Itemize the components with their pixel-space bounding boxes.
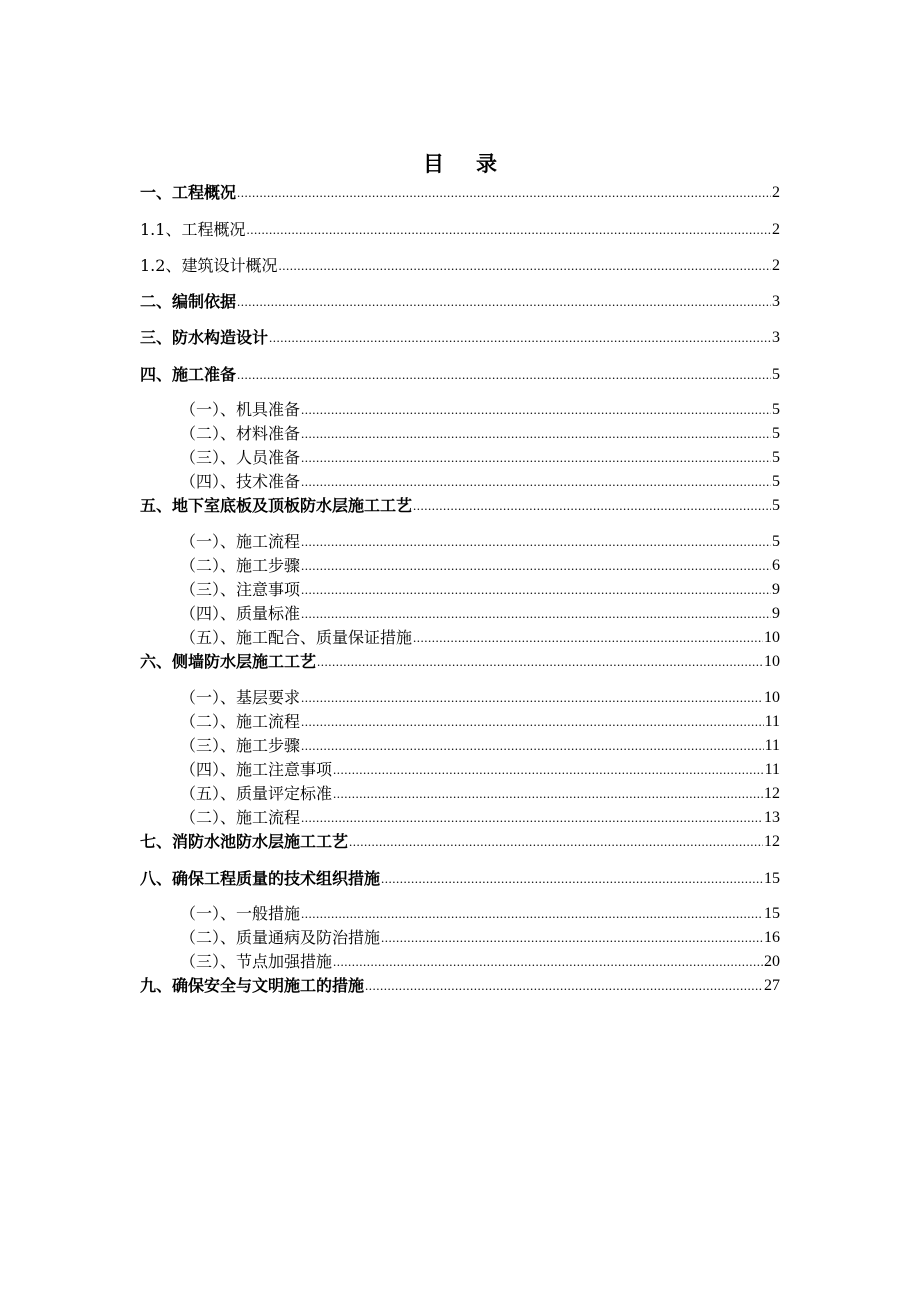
toc-entry-label: 工程概况 xyxy=(181,220,246,239)
toc-entry-page: 15 xyxy=(764,870,780,887)
toc-entry-number: 九、 xyxy=(140,976,173,995)
toc-entry-page: 12 xyxy=(764,833,780,850)
toc-leader-dots xyxy=(301,906,763,922)
toc-entry-number: （二）、 xyxy=(180,556,237,575)
toc-entry-page: 5 xyxy=(772,473,780,490)
toc-entry-label: 质量标准 xyxy=(236,604,301,623)
toc-entry[interactable] xyxy=(140,976,780,996)
toc-entry[interactable] xyxy=(180,808,780,828)
toc-entry-number: （一）、 xyxy=(180,688,237,707)
toc-entry-page: 3 xyxy=(772,329,780,346)
toc-entry-number: 四、 xyxy=(140,365,173,384)
toc-entry[interactable] xyxy=(180,688,780,708)
toc-leader-dots xyxy=(301,606,771,622)
toc-leader-dots xyxy=(301,810,763,826)
toc-entry[interactable] xyxy=(180,712,780,732)
toc-entry-page: 2 xyxy=(772,184,780,201)
toc-entry-label: 施工步骤 xyxy=(236,556,301,575)
toc-leader-dots xyxy=(237,367,771,383)
toc-entry[interactable] xyxy=(180,952,780,972)
toc-entry[interactable] xyxy=(180,904,780,924)
toc-entry-label: 侧墙防水层施工工艺 xyxy=(172,652,317,671)
toc-entry-number: （四）、 xyxy=(180,604,237,623)
toc-leader-dots xyxy=(301,582,771,598)
toc-entry-label: 消防水池防水层施工工艺 xyxy=(172,832,349,851)
toc-entry[interactable] xyxy=(180,472,780,492)
toc-entry-page: 15 xyxy=(764,905,780,922)
toc-entry[interactable] xyxy=(140,832,780,852)
toc-entry[interactable] xyxy=(140,869,780,889)
toc-entry-page: 12 xyxy=(764,785,780,802)
toc-leader-dots xyxy=(317,654,763,670)
toc-leader-dots xyxy=(301,426,771,442)
toc-entry-label: 施工准备 xyxy=(172,365,237,384)
toc-entry[interactable] xyxy=(140,256,780,276)
toc-entry[interactable] xyxy=(140,292,780,312)
toc-entry-page: 10 xyxy=(764,689,780,706)
toc-leader-dots xyxy=(381,930,763,946)
toc-entry-number: 二、 xyxy=(140,292,173,311)
toc-entry-label: 地下室底板及顶板防水层施工工艺 xyxy=(172,496,413,515)
toc-entry-number: 七、 xyxy=(140,832,173,851)
toc-entry-number: （四）、 xyxy=(180,760,237,779)
toc-entry-number: （三）、 xyxy=(180,448,237,467)
toc-entry[interactable] xyxy=(180,424,780,444)
toc-leader-dots xyxy=(333,954,763,970)
toc-entry-label: 施工配合、质量保证措施 xyxy=(236,628,413,647)
toc-entry-label: 机具准备 xyxy=(236,400,301,419)
toc-leader-dots xyxy=(333,786,763,802)
toc-entry-number: （二）、 xyxy=(180,424,237,443)
toc-entry-number: （二）、 xyxy=(180,712,237,731)
toc-entry[interactable] xyxy=(140,365,780,385)
toc-entry[interactable] xyxy=(140,220,780,240)
toc-leader-dots xyxy=(349,834,763,850)
toc-entry-number: （二）、 xyxy=(180,808,237,827)
toc-entry-number: （五）、 xyxy=(180,784,237,803)
toc-entry-label: 一般措施 xyxy=(236,904,301,923)
toc-entry-label: 施工流程 xyxy=(236,712,301,731)
toc-entry-label: 确保安全与文明施工的措施 xyxy=(172,976,365,995)
toc-leader-dots xyxy=(365,978,763,994)
toc-entry-page: 13 xyxy=(764,809,780,826)
toc-entry-number: （一）、 xyxy=(180,904,237,923)
toc-entry[interactable] xyxy=(140,183,780,203)
toc-entry-page: 11 xyxy=(764,761,780,778)
toc-entry-page: 27 xyxy=(764,977,780,994)
toc-entry-label: 编制依据 xyxy=(172,292,237,311)
toc-leader-dots xyxy=(301,450,771,466)
toc-entry-label: 质量评定标准 xyxy=(236,784,333,803)
toc-leader-dots xyxy=(301,402,771,418)
toc-entry-page: 5 xyxy=(772,497,780,514)
toc-entry-label: 基层要求 xyxy=(236,688,301,707)
toc-leader-dots xyxy=(278,258,771,274)
toc-entry-number: （五）、 xyxy=(180,628,237,647)
toc-entry-number: 五、 xyxy=(140,496,173,515)
toc-entry[interactable] xyxy=(180,628,780,648)
toc-leader-dots xyxy=(413,498,771,514)
toc-leader-dots xyxy=(301,714,764,730)
toc-entry-page: 9 xyxy=(772,605,780,622)
toc-entry[interactable] xyxy=(180,604,780,624)
toc-entry-page: 10 xyxy=(764,629,780,646)
toc-entry-page: 5 xyxy=(772,449,780,466)
toc-entry-page: 6 xyxy=(772,557,780,574)
toc-entry-number: （三）、 xyxy=(180,580,237,599)
toc-entry[interactable] xyxy=(180,448,780,468)
toc-title-right: 录 xyxy=(476,151,497,176)
toc-entry-label: 施工流程 xyxy=(236,532,301,551)
toc-leader-dots xyxy=(301,474,771,490)
toc-entry-number: 1.2、 xyxy=(140,256,182,275)
toc-entry-label: 质量通病及防治措施 xyxy=(236,928,381,947)
toc-entry-number: （一）、 xyxy=(180,400,237,419)
toc-entry-page: 5 xyxy=(772,533,780,550)
toc-entry-number: （一）、 xyxy=(180,532,237,551)
toc-leader-dots xyxy=(301,738,764,754)
toc-entry-page: 20 xyxy=(764,953,780,970)
toc-entry-number: （三）、 xyxy=(180,736,237,755)
toc-entry[interactable] xyxy=(180,556,780,576)
toc-leader-dots xyxy=(333,762,764,778)
toc-entry-label: 防水构造设计 xyxy=(172,328,269,347)
toc-entry[interactable] xyxy=(140,496,780,516)
toc-leader-dots xyxy=(301,690,763,706)
toc-entry-label: 施工步骤 xyxy=(236,736,301,755)
toc-entry-label: 施工流程 xyxy=(236,808,301,827)
toc-entry-label: 材料准备 xyxy=(236,424,301,443)
toc-leader-dots xyxy=(237,185,771,201)
toc-entry-label: 施工注意事项 xyxy=(236,760,333,779)
toc-entry[interactable] xyxy=(180,580,780,600)
toc-entry[interactable] xyxy=(140,652,780,672)
toc-entry-number: 八、 xyxy=(140,869,173,888)
toc-entry-page: 16 xyxy=(764,929,780,946)
toc-entry-label: 人员准备 xyxy=(236,448,301,467)
toc-entry-page: 5 xyxy=(772,425,780,442)
toc-entry[interactable] xyxy=(180,532,780,552)
toc-entry-page: 5 xyxy=(772,366,780,383)
toc-entry[interactable] xyxy=(180,736,780,756)
toc-entry[interactable] xyxy=(180,760,780,780)
toc-entry-page: 9 xyxy=(772,581,780,598)
toc-entry-number: （二）、 xyxy=(180,928,237,947)
toc-leader-dots xyxy=(237,294,771,310)
toc-leader-dots xyxy=(246,222,771,238)
toc-entry-number: 1.1、 xyxy=(140,220,182,239)
toc-entry-page: 2 xyxy=(772,221,780,238)
toc-entry-page: 10 xyxy=(764,653,780,670)
toc-entry-number: （四）、 xyxy=(180,472,237,491)
toc-leader-dots xyxy=(413,630,763,646)
toc-entry-page: 11 xyxy=(764,737,780,754)
toc-entry-page: 2 xyxy=(772,257,780,274)
toc-entry-label: 建筑设计概况 xyxy=(181,256,278,275)
toc-entry-label: 节点加强措施 xyxy=(236,952,333,971)
toc-entry-number: 三、 xyxy=(140,328,173,347)
toc-entry-number: （三）、 xyxy=(180,952,237,971)
toc-leader-dots xyxy=(381,871,763,887)
toc-entry[interactable] xyxy=(180,400,780,420)
toc-entry[interactable] xyxy=(180,928,780,948)
toc-leader-dots xyxy=(301,534,771,550)
toc-entry-page: 11 xyxy=(764,713,780,730)
toc-entry-label: 确保工程质量的技术组织措施 xyxy=(172,869,381,888)
toc-entry-label: 工程概况 xyxy=(172,183,237,202)
toc-entry-label: 注意事项 xyxy=(236,580,301,599)
toc-entry-number: 一、 xyxy=(140,183,173,202)
toc-entry[interactable] xyxy=(140,328,780,348)
toc-entry[interactable] xyxy=(180,784,780,804)
toc-leader-dots xyxy=(269,330,771,346)
toc-entry-page: 5 xyxy=(772,401,780,418)
toc-entry-page: 3 xyxy=(772,293,780,310)
toc-title-left: 目 xyxy=(423,151,444,176)
toc-leader-dots xyxy=(301,558,771,574)
toc-entry-number: 六、 xyxy=(140,652,173,671)
toc-entry-label: 技术准备 xyxy=(236,472,301,491)
